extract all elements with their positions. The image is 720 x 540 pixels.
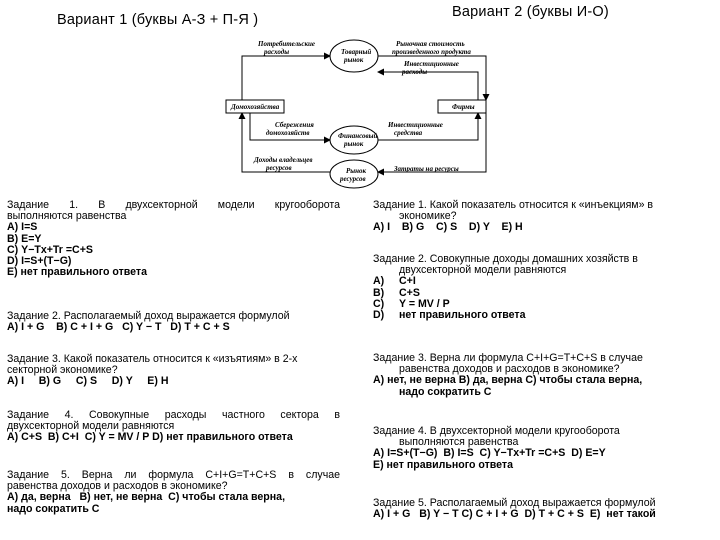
v2-task-5-title: Задание 5. Располагаемый доход выражается формулой [373,497,656,509]
v1-task-1-title-cont: выполняются равенства [7,210,127,223]
option-marker: B) [373,286,385,299]
label-household-savings: Сбережения домохозяйств [266,121,314,137]
option-marker: C) [373,297,385,310]
flow-investment-spending [378,72,478,100]
v2-task-1-title-cont: экономике? [399,210,457,223]
circular-flow-diagram [0,0,720,200]
v2-task-4 [373,426,713,471]
v1-task-1-title: Задание 1. В двухсекторной модели кругооборота [7,199,340,211]
label-consumer-spending: Потребительские расходы [258,40,316,56]
v2-task-4-answers-cont: E) нет правильного ответа [373,458,514,471]
v2-task-3 [373,353,713,398]
v2-task-3-title: Задание 3. Верна ли формула C+I+G=T+C+S в случае [373,352,643,364]
label-financial-market: Финансовый рынок [338,132,378,148]
v2-task-3-title-cont: равенства доходов и расходов в экономике? [399,363,620,376]
label-households: Домохозяйства [231,103,280,111]
v2-task-2-title: Задание 2. Совокупные доходы домашних хозяйств в [373,253,638,265]
label-investment-funds: Инвестиционные средства [388,121,443,137]
v2-task-2-option-a [373,276,713,287]
v1-task-4-title-cont: двухсекторной модели равняются [7,420,175,433]
v2-task-3-answers: А) нет, не верна В) да, верна С) чтобы стала верна, [373,374,643,387]
label-goods-market: Товарный рынок [341,48,372,64]
v1-task-3-answers: А) I B) G C) S D) Y E) H [7,375,169,388]
label-sales-revenue: Рыночная стоимость произведенного продукта [392,40,471,56]
v1-task-1-option-c: С) Y−Tx+Tr =C+S [7,243,93,256]
v1-task-3-title-cont: секторной экономике? [7,364,118,377]
v1-task-1-option-b: В) E=Y [7,232,42,245]
v2-task-3-answers-cont: надо сократить С [399,385,492,398]
v1-task-5-title-cont: равенства доходов и расходов в экономике? [7,480,228,493]
v1-task-2-title: Задание 2. Располагаемый доход выражается формулой [7,310,290,322]
v2-task-2-title-cont: двухсекторной модели равняются [399,264,567,277]
option-text: Y = MV / P [399,297,450,310]
variant1-heading: Вариант 1 (буквы А-З + П-Я ) [57,12,259,28]
v1-task-2-answers: А) I + G B) C + I + G C) Y − T D) T + C + S [7,321,230,334]
label-resource-market: Рынок ресурсов [340,167,367,183]
option-marker: А) [373,275,385,288]
v2-task-5 [373,498,713,520]
v1-task-1-option-d: D) I=S+(T−G) [7,255,72,268]
v2-task-2 [373,254,713,321]
v2-task-1 [373,200,713,234]
v2-task-4-title-cont: выполняются равенства [399,436,519,449]
v1-task-1 [7,200,340,278]
v2-task-5-answers: А) I + G B) Y − T C) C + I + G D) T + C + S E) нет такой [373,508,656,521]
v1-task-3 [7,354,340,388]
variant2-heading: Вариант 2 (буквы И-О) [452,4,609,20]
label-investment-spending: Инвестиционные расходы [402,60,459,76]
v2-task-1-answers: А) I B) G C) S D) Y E) H [373,221,523,234]
v1-task-4-title: Задание 4. Совокупные расходы частного сектора в [7,409,340,421]
v1-task-5-answers: А) да, верна В) нет, не верна С) чтобы стала верна, [7,491,286,504]
v1-task-5-title: Задание 5. Верна ли формула C+I+G=T+C+S в случае [7,469,340,481]
v1-task-5-answers-cont: надо сократить С [7,502,100,515]
label-resource-costs: Затраты на ресурсы [394,165,459,173]
v1-task-2 [7,311,340,333]
v1-task-4-answers: А) C+S B) C+I C) Y = MV / P D) нет правильного ответа [7,431,293,444]
v1-task-4 [7,410,340,444]
v1-task-5 [7,470,340,515]
label-resource-income: Доходы владельцев ресурсов [254,156,313,172]
option-text: C+I [399,275,416,288]
v2-task-4-answers: A) I=S+(T−G) B) I=S C) Y−Tx+Tr =C+S D) E=Y [373,447,606,460]
option-text: нет правильного ответа [399,309,526,322]
option-marker: D) [373,309,385,322]
v2-task-2-option-d [373,310,713,321]
v1-task-3-title: Задание 3. Какой показатель относится к «изъятиям» в 2-х [7,353,298,365]
option-text: C+S [399,286,420,299]
v1-task-1-option-a: А) I=S [7,221,38,234]
label-firms: Фирмы [452,103,475,111]
v2-task-1-title: Задание 1. Какой показатель относится к «инъекциям» в [373,199,654,211]
v2-task-4-title: Задание 4. В двухсекторной модели кругооборота [373,425,620,437]
v1-task-1-option-e: Е) нет правильного ответа [7,266,148,279]
flow-top-left [242,56,330,100]
